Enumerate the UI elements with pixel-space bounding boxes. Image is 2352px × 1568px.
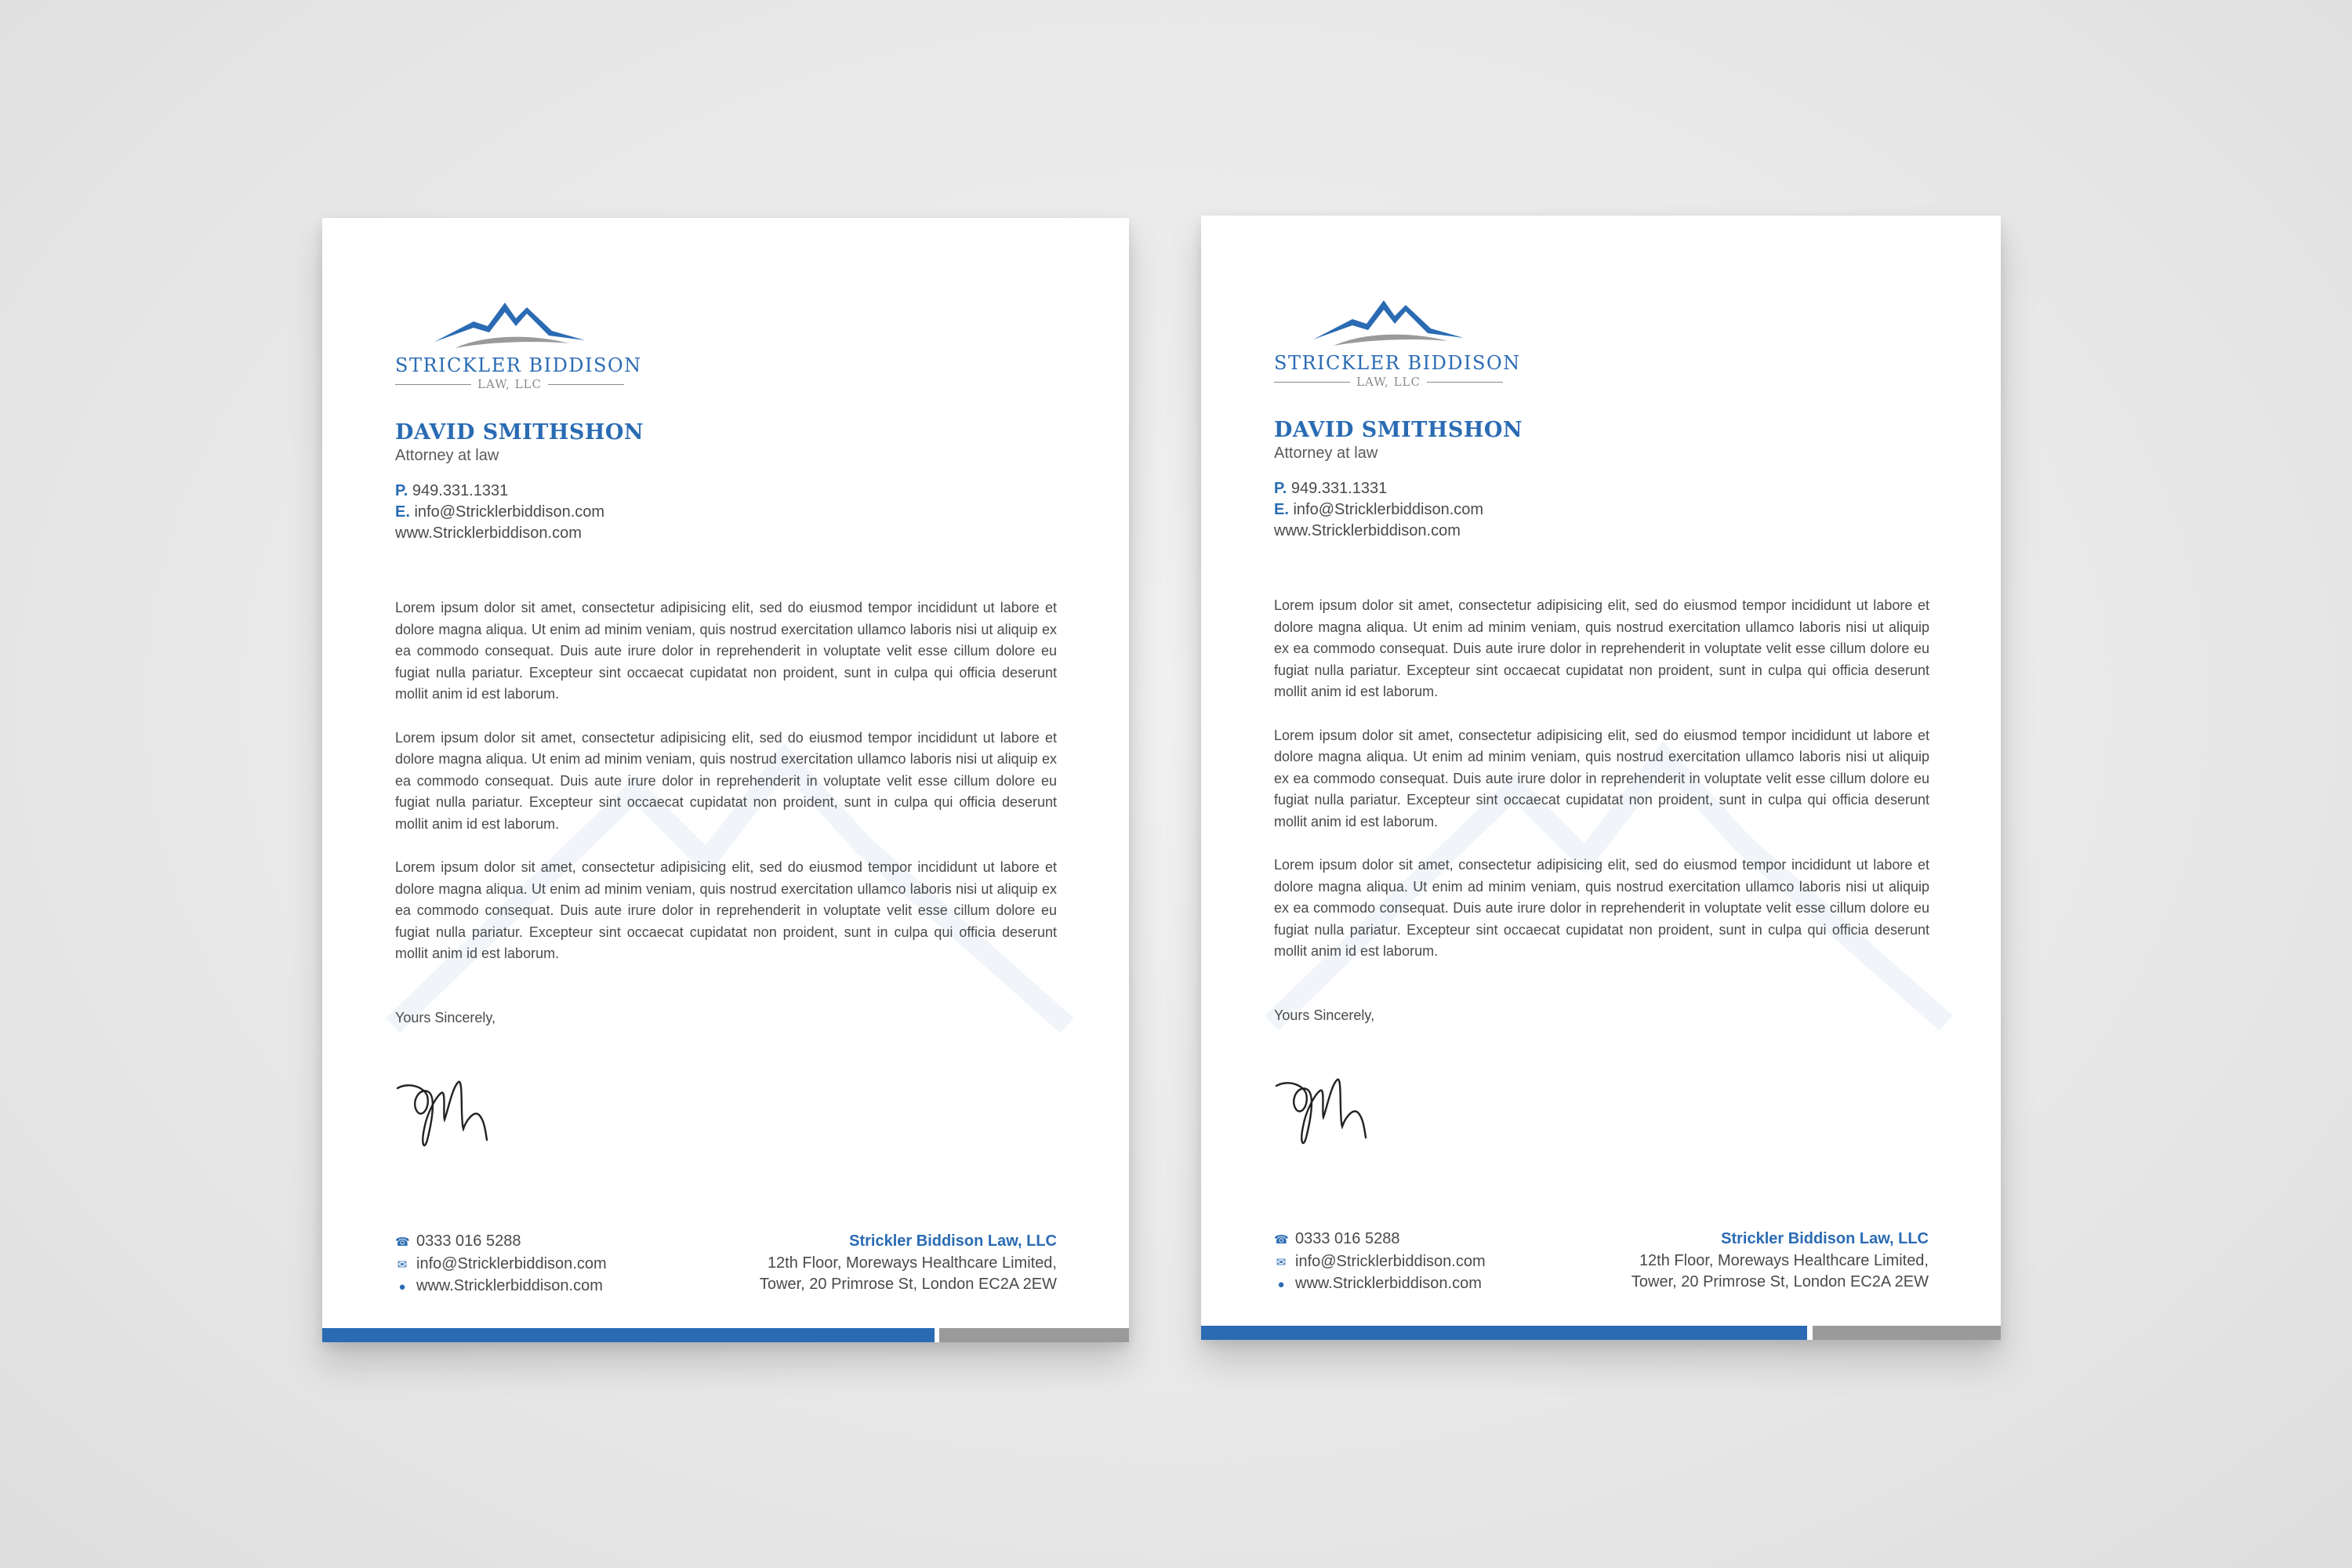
sender-phone: 949.331.1331 (1290, 480, 1388, 497)
sender-website: www.Stricklerbiddison.com (1274, 522, 1461, 539)
logo-firm-name: STRICKLER BIDDISON (1274, 352, 1521, 374)
email-label: E. (1274, 501, 1289, 518)
footer-firm: Strickler Biddison Law, LLC (849, 1232, 1057, 1250)
footer-website: www.Stricklerbiddison.com (1295, 1275, 1482, 1292)
email-label: E. (395, 503, 410, 521)
footer-phone: 0333 016 5288 (416, 1232, 521, 1250)
footer-phone: 0333 016 5288 (1295, 1230, 1400, 1247)
logo-subtitle (1274, 375, 1503, 389)
firm-logo (395, 290, 642, 391)
footer-address-line1: 12th Floor, Moreways Healthcare Limited, (1639, 1251, 1929, 1269)
body-paragraph: Lorem ipsum dolor sit amet, consectetur adipisicing elit, sed do eiusmod tempor incididunt ut labore et dolore magna aliqua. Ut enim ad minim veniam, quis nostrud exercitation ullamco laboris nisi ut aliquip ex ea commodo consequat. Duis aute irure dolor in reprehenderit in voluptate velit esse cillum dolore eu fugiat nulla pariatur. Excepteur sint occaecat cupidatat non proident, sunt in culpa qui officia deserunt mollit anim id est laborum. (395, 600, 1057, 702)
signature (393, 1065, 503, 1159)
footer-address-line2: Tower, 20 Primrose St, London EC2A 2EW (1631, 1273, 1929, 1290)
letterhead-sheet-right (1201, 216, 2001, 1340)
sender-block (395, 420, 724, 544)
body-paragraph: Lorem ipsum dolor sit amet, consectetur adipisicing elit, sed do eiusmod tempor incididunt ut labore et dolore magna aliqua. Ut enim ad minim veniam, quis nostrud exercitation ullamco laboris nisi ut aliquip ex ea commodo consequat. Duis aute irure dolor in reprehenderit in voluptate velit esse cillum dolore eu fugiat nulla pariatur. Excepteur sint occaecat cupidatat non proident, sunt in culpa qui officia deserunt mollit anim id est laborum. (395, 859, 1057, 961)
sender-title: Attorney at law (1274, 445, 1378, 462)
body-paragraph: Lorem ipsum dolor sit amet, consectetur adipisicing elit, sed do eiusmod tempor incididunt ut labore et dolore magna aliqua. Ut enim ad minim veniam, quis nostrud exercitation ullamco laboris nisi ut aliquip ex ea commodo consequat. Duis aute irure dolor in reprehenderit in voluptate velit esse cillum dolore eu fugiat nulla pariatur. Excepteur sint occaecat cupidatat non proident, sunt in culpa qui officia deserunt mollit anim id est laborum. (1274, 857, 1929, 959)
footer-email: info@Stricklerbiddison.com (1295, 1252, 1486, 1270)
footer-address-line2: Tower, 20 Primrose St, London EC2A 2EW (759, 1276, 1057, 1293)
firm-logo (1274, 288, 1521, 389)
sender-name: DAVID SMITHSHON (395, 420, 644, 445)
sender-email: info@Stricklerbiddison.com (414, 503, 605, 521)
footer-contact (395, 1231, 607, 1298)
body-paragraph: Lorem ipsum dolor sit amet, consectetur adipisicing elit, sed do eiusmod tempor incididunt ut labore et dolore magna aliqua. Ut enim ad minim veniam, quis nostrud exercitation ullamco laboris nisi ut aliquip ex ea commodo consequat. Duis aute irure dolor in reprehenderit in voluptate velit esse cillum dolore eu fugiat nulla pariatur. Excepteur sint occaecat cupidatat non proident, sunt in culpa qui officia deserunt mollit anim id est laborum. (395, 729, 1057, 832)
body-paragraph: Lorem ipsum dolor sit amet, consectetur adipisicing elit, sed do eiusmod tempor incididunt ut labore et dolore magna aliqua. Ut enim ad minim veniam, quis nostrud exercitation ullamco laboris nisi ut aliquip ex ea commodo consequat. Duis aute irure dolor in reprehenderit in voluptate velit esse cillum dolore eu fugiat nulla pariatur. Excepteur sint occaecat cupidatat non proident, sunt in culpa qui officia deserunt mollit anim id est laborum. (1274, 597, 1929, 699)
signature (1272, 1062, 1381, 1156)
footer-contact (1274, 1229, 1486, 1296)
letterhead-sheet-left (322, 218, 1129, 1342)
footer-address (760, 1231, 1057, 1296)
phone-label: P. (395, 482, 408, 499)
phone-label: P. (1274, 480, 1287, 497)
footer-bar-blue (322, 1328, 935, 1342)
sender-phone: 949.331.1331 (412, 482, 509, 499)
envelope-icon: ✉ (397, 1258, 408, 1272)
globe-icon: ● (398, 1280, 406, 1294)
mountain-logo-icon (1310, 288, 1467, 350)
globe-icon: ● (1277, 1278, 1285, 1291)
sender-website: www.Stricklerbiddison.com (395, 524, 582, 542)
footer-firm: Strickler Biddison Law, LLC (1721, 1230, 1929, 1247)
footer-bar-gray (939, 1328, 1129, 1342)
footer-bar-gray (1813, 1326, 2001, 1340)
envelope-icon: ✉ (1276, 1255, 1287, 1269)
phone-icon: ☎ (395, 1236, 410, 1249)
mountain-logo-icon (431, 290, 588, 353)
logo-firm-suffix: LAW, LLC (477, 377, 542, 391)
sender-title: Attorney at law (395, 447, 499, 464)
logo-firm-name: STRICKLER BIDDISON (395, 354, 642, 376)
sender-name: DAVID SMITHSHON (1274, 418, 1523, 442)
footer-address (1632, 1229, 1929, 1294)
sender-block (1274, 418, 1603, 542)
footer-email: info@Stricklerbiddison.com (416, 1254, 607, 1272)
logo-subtitle (395, 377, 624, 391)
footer-website: www.Stricklerbiddison.com (416, 1277, 603, 1294)
body-paragraph: Lorem ipsum dolor sit amet, consectetur adipisicing elit, sed do eiusmod tempor incididunt ut labore et dolore magna aliqua. Ut enim ad minim veniam, quis nostrud exercitation ullamco laboris nisi ut aliquip ex ea commodo consequat. Duis aute irure dolor in reprehenderit in voluptate velit esse cillum dolore eu fugiat nulla pariatur. Excepteur sint occaecat cupidatat non proident, sunt in culpa qui officia deserunt mollit anim id est laborum. (1274, 727, 1929, 829)
logo-firm-suffix: LAW, LLC (1356, 375, 1421, 389)
sender-contact (395, 481, 724, 544)
closing-text: Yours Sincerely, (1274, 1007, 1375, 1023)
letter-body (1274, 595, 1929, 985)
phone-icon: ☎ (1274, 1233, 1289, 1247)
sender-email: info@Stricklerbiddison.com (1293, 501, 1484, 518)
sender-contact (1274, 478, 1603, 542)
footer-address-line1: 12th Floor, Moreways Healthcare Limited, (767, 1254, 1057, 1272)
footer-bar-blue (1201, 1326, 1807, 1340)
letter-body (395, 597, 1057, 987)
closing-text: Yours Sincerely, (395, 1010, 496, 1025)
